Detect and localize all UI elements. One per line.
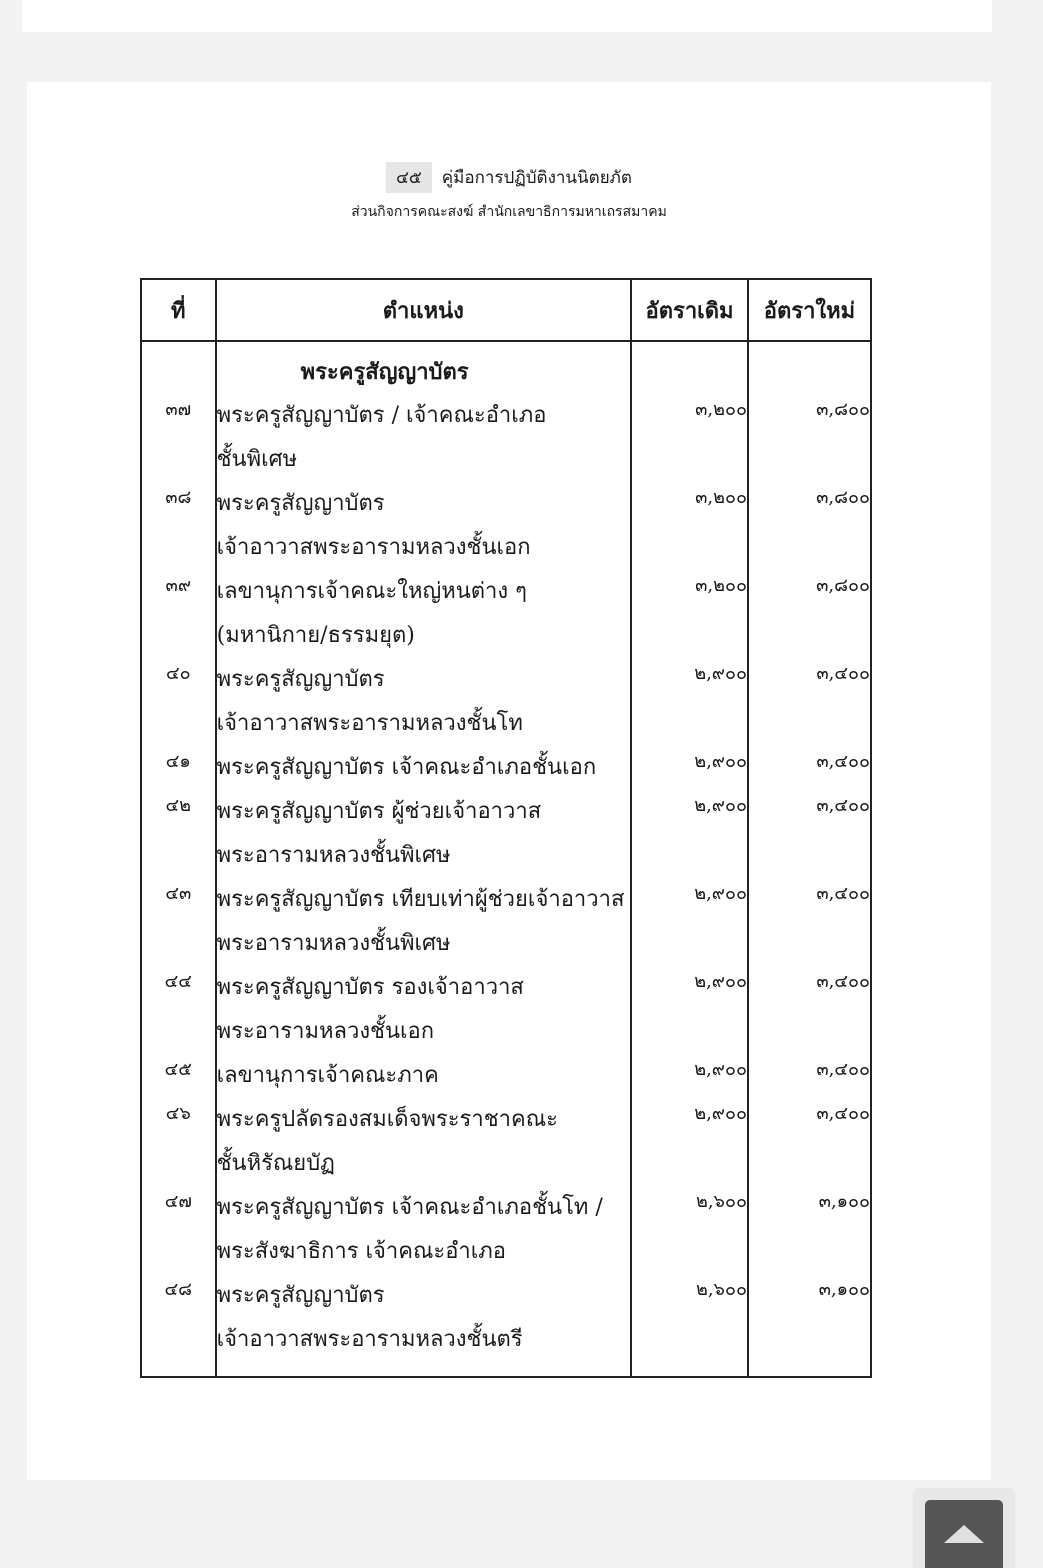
table-row	[141, 1054, 871, 1098]
table-row	[141, 1098, 871, 1186]
position-cell	[216, 746, 631, 790]
table-row	[141, 966, 871, 1054]
new-rate: ๓,๔๐๐	[748, 878, 871, 966]
position-line-2: ชั้นหิรัณยบัฏ	[216, 1151, 335, 1176]
position-cell	[216, 790, 631, 878]
old-rate: ๒,๖๐๐	[631, 1274, 748, 1362]
new-rate: ๓,๘๐๐	[748, 482, 871, 570]
old-rate: ๒,๙๐๐	[631, 790, 748, 878]
row-number: ๔๐	[141, 658, 216, 746]
position-line-1: พระครูสัญญาบัตร	[216, 667, 385, 692]
header-no: ที่	[141, 279, 216, 341]
position-line-2: เจ้าอาวาสพระอารามหลวงชั้นเอก	[216, 535, 531, 560]
position-cell	[216, 1054, 631, 1098]
old-rate: ๓,๒๐๐	[631, 482, 748, 570]
position-cell	[216, 394, 631, 482]
row-number: ๓๘	[141, 482, 216, 570]
table-row	[141, 570, 871, 658]
position-line-2: พระอารามหลวงชั้นเอก	[216, 1019, 435, 1044]
previous-page-edge	[22, 0, 992, 32]
position-line-1: พระครูสัญญาบัตร ผู้ช่วยเจ้าอาวาส	[216, 799, 542, 824]
new-rate: ๓,๘๐๐	[748, 570, 871, 658]
row-number: ๔๔	[141, 966, 216, 1054]
position-line-2: พระอารามหลวงชั้นพิเศษ	[216, 931, 451, 956]
position-line-2: เจ้าอาวาสพระอารามหลวงชั้นตรี	[216, 1327, 523, 1352]
position-cell	[216, 482, 631, 570]
position-cell	[216, 1274, 631, 1362]
old-rate: ๒,๙๐๐	[631, 1054, 748, 1098]
position-line-1: พระครูสัญญาบัตร เจ้าคณะอำเภอชั้นโท /	[216, 1195, 603, 1220]
page-number: ๔๕	[386, 162, 432, 193]
department-subtitle: ส่วนกิจการคณะสงฆ์ สำนักเลขาธิการมหาเถรสมาคม	[351, 204, 667, 220]
group-row	[141, 341, 871, 394]
position-line-1: พระครูปลัดรองสมเด็จพระราชาคณะ	[216, 1107, 558, 1132]
position-cell	[216, 658, 631, 746]
old-rate: ๒,๙๐๐	[631, 1098, 748, 1186]
table-row	[141, 394, 871, 482]
new-rate: ๓,๔๐๐	[748, 966, 871, 1054]
page-header	[27, 162, 991, 223]
arrow-up-icon	[944, 1525, 984, 1543]
old-rate: ๒,๖๐๐	[631, 1186, 748, 1274]
table-header-row	[141, 279, 871, 341]
position-line-1: พระครูสัญญาบัตร เทียบเท่าผู้ช่วยเจ้าอาวาส	[216, 887, 625, 912]
position-cell	[216, 1186, 631, 1274]
position-line-1: พระครูสัญญาบัตร	[216, 1283, 385, 1308]
row-number: ๔๕	[141, 1054, 216, 1098]
position-line-2: เจ้าอาวาสพระอารามหลวงชั้นโท	[216, 711, 523, 736]
old-rate: ๒,๙๐๐	[631, 658, 748, 746]
allowance-rate-table	[140, 278, 872, 1378]
position-cell	[216, 1098, 631, 1186]
new-rate: ๓,๔๐๐	[748, 790, 871, 878]
table-row	[141, 878, 871, 966]
position-cell	[216, 878, 631, 966]
position-line-1: พระครูสัญญาบัตร / เจ้าคณะอำเภอ	[216, 403, 547, 428]
new-rate: ๓,๔๐๐	[748, 658, 871, 746]
position-cell	[216, 570, 631, 658]
old-rate: ๓,๒๐๐	[631, 570, 748, 658]
position-line-1: พระครูสัญญาบัตร เจ้าคณะอำเภอชั้นเอก	[216, 755, 597, 780]
row-number: ๔๖	[141, 1098, 216, 1186]
position-cell	[216, 966, 631, 1054]
new-rate: ๓,๔๐๐	[748, 1054, 871, 1098]
new-rate: ๓,๑๐๐	[748, 1186, 871, 1274]
table-bottom-spacer	[141, 1362, 871, 1377]
header-new-rate: อัตราใหม่	[748, 279, 871, 341]
document-page	[27, 82, 991, 1480]
position-line-2: ชั้นพิเศษ	[216, 447, 298, 472]
table-row	[141, 1274, 871, 1362]
old-rate: ๓,๒๐๐	[631, 394, 748, 482]
row-number: ๓๗	[141, 394, 216, 482]
position-line-2: พระสังฆาธิการ เจ้าคณะอำเภอ	[216, 1239, 507, 1264]
header-old-rate: อัตราเดิม	[631, 279, 748, 341]
old-rate: ๒,๙๐๐	[631, 746, 748, 790]
table-row	[141, 1186, 871, 1274]
old-rate: ๒,๙๐๐	[631, 878, 748, 966]
group-title: พระครูสัญญาบัตร	[216, 341, 631, 394]
old-rate: ๒,๙๐๐	[631, 966, 748, 1054]
table-row	[141, 746, 871, 790]
manual-title: คู่มือการปฏิบัติงานนิตยภัต	[441, 168, 632, 188]
new-rate: ๓,๔๐๐	[748, 1098, 871, 1186]
table-row	[141, 790, 871, 878]
new-rate: ๓,๑๐๐	[748, 1274, 871, 1362]
new-rate: ๓,๘๐๐	[748, 394, 871, 482]
table-row	[141, 482, 871, 570]
position-line-2: พระอารามหลวงชั้นพิเศษ	[216, 843, 451, 868]
row-number: ๓๙	[141, 570, 216, 658]
new-rate: ๓,๔๐๐	[748, 746, 871, 790]
position-line-1: เลขานุการเจ้าคณะใหญ่หนต่าง ๆ	[216, 579, 527, 604]
header-position: ตำแหน่ง	[216, 279, 631, 341]
position-line-2: (มหานิกาย/ธรรมยุต)	[216, 623, 415, 648]
row-number: ๔๑	[141, 746, 216, 790]
position-line-1: พระครูสัญญาบัตร	[216, 491, 385, 516]
row-number: ๔๗	[141, 1186, 216, 1274]
position-line-1: พระครูสัญญาบัตร รองเจ้าอาวาส	[216, 975, 524, 1000]
row-number: ๔๘	[141, 1274, 216, 1362]
position-line-1: เลขานุการเจ้าคณะภาค	[216, 1063, 439, 1088]
scroll-to-top-button[interactable]	[913, 1488, 1015, 1568]
row-number: ๔๒	[141, 790, 216, 878]
row-number: ๔๓	[141, 878, 216, 966]
table-row	[141, 658, 871, 746]
